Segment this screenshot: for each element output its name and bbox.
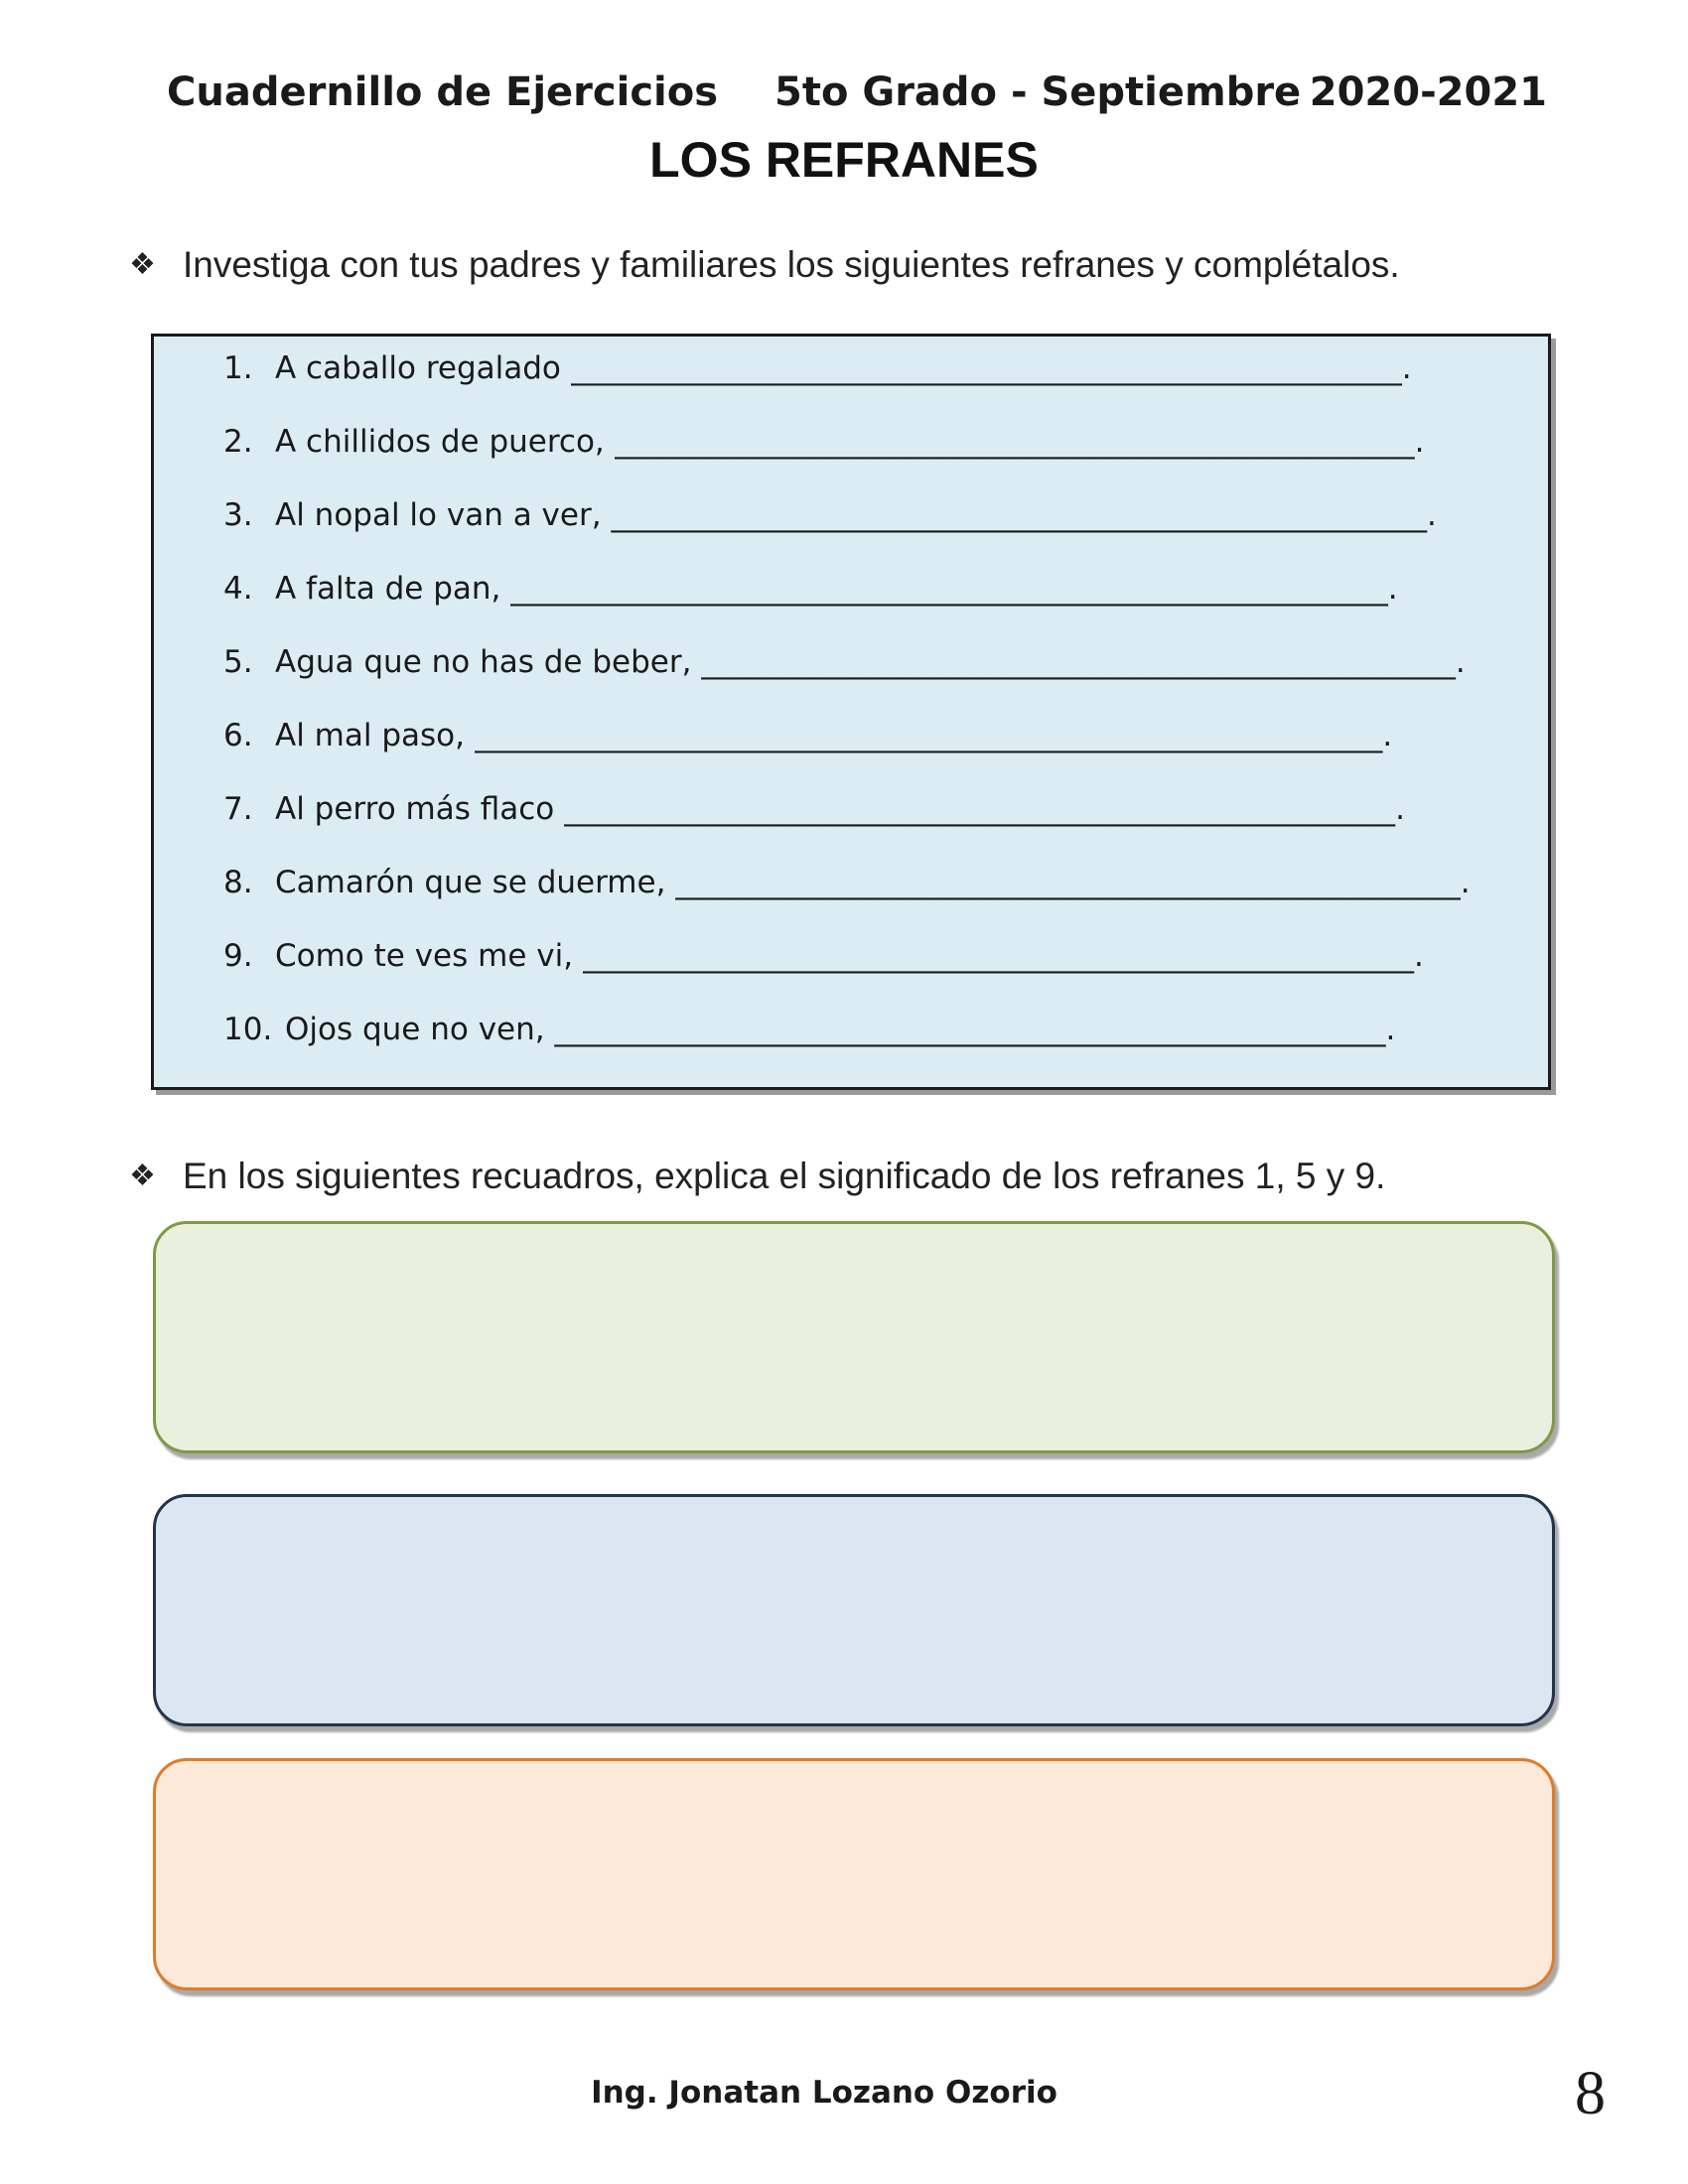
page-header bbox=[167, 69, 1547, 129]
refran-item-2[interactable] bbox=[223, 424, 1514, 476]
refran-item-8[interactable] bbox=[223, 865, 1514, 916]
refran-blank-line[interactable]: ___________________________________________________. bbox=[675, 865, 1471, 900]
refran-number: 3. bbox=[223, 497, 253, 533]
diamond-bullet-icon: ❖ bbox=[129, 248, 156, 281]
refran-item-10[interactable] bbox=[223, 1012, 1514, 1063]
refran-item-3[interactable] bbox=[223, 497, 1514, 549]
refran-item-5[interactable] bbox=[223, 644, 1514, 696]
page-title: LOS REFRANES bbox=[649, 132, 1039, 188]
refran-text: A chillidos de puerco, bbox=[275, 424, 605, 460]
instruction-research-text: Investiga con tus padres y familiares los siguientes refranes y complétalos. bbox=[183, 244, 1400, 285]
instruction-explain bbox=[129, 1156, 1385, 1197]
refran-text: Como te ves me vi, bbox=[275, 938, 574, 974]
refran-blank-line[interactable]: ___________________________________________________________. bbox=[474, 718, 1393, 753]
refran-item-6[interactable] bbox=[223, 718, 1514, 769]
diamond-bullet-icon: ❖ bbox=[129, 1160, 156, 1192]
refran-blank-line[interactable]: ______________________________________________________. bbox=[582, 938, 1424, 974]
refran-text: Al nopal lo van a ver, bbox=[275, 497, 602, 533]
instruction-explain-text: En los siguientes recuadros, explica el significado de los refranes 1, 5 y 9. bbox=[183, 1156, 1386, 1196]
footer-author: Ing. Jonatan Lozano Ozorio bbox=[591, 2075, 1057, 2111]
refran-blank-line[interactable]: ____________________________________________________. bbox=[614, 424, 1425, 460]
refran-number: 6. bbox=[223, 718, 253, 753]
refran-blank-line[interactable]: _________________________________________________. bbox=[701, 644, 1466, 680]
refran-number: 10. bbox=[223, 1012, 273, 1047]
refran-item-9[interactable] bbox=[223, 938, 1514, 990]
refran-text: A caballo regalado bbox=[275, 350, 561, 386]
refran-blank-line[interactable]: _________________________________________________________. bbox=[510, 571, 1398, 607]
refran-text: Al mal paso, bbox=[275, 718, 465, 753]
refran-text: A falta de pan, bbox=[275, 571, 501, 607]
refran-blank-line[interactable]: ______________________________________________________. bbox=[554, 1012, 1396, 1047]
refran-number: 5. bbox=[223, 644, 253, 680]
page-number: 8 bbox=[1575, 2060, 1606, 2127]
answer-box-refran-5[interactable] bbox=[153, 1494, 1555, 1726]
refran-item-1[interactable] bbox=[223, 350, 1514, 402]
answer-box-refran-1[interactable] bbox=[153, 1221, 1555, 1453]
refran-blank-line[interactable]: ______________________________________________________. bbox=[564, 791, 1405, 827]
refran-text: Al perro más flaco bbox=[275, 791, 555, 827]
refran-blank-line[interactable]: _____________________________________________________. bbox=[611, 497, 1437, 533]
instruction-research bbox=[129, 244, 1400, 286]
refran-number: 1. bbox=[223, 350, 253, 386]
answer-box-refran-9[interactable] bbox=[153, 1758, 1555, 1990]
refran-number: 7. bbox=[223, 791, 253, 827]
header-workbook-title: Cuadernillo de Ejercicios bbox=[167, 69, 719, 115]
refran-number: 9. bbox=[223, 938, 253, 974]
refran-number: 2. bbox=[223, 424, 253, 460]
refran-text: Ojos que no ven, bbox=[285, 1012, 545, 1047]
refranes-box bbox=[151, 334, 1551, 1090]
refran-item-4[interactable] bbox=[223, 571, 1514, 622]
refran-item-7[interactable] bbox=[223, 791, 1514, 843]
refran-number: 8. bbox=[223, 865, 253, 900]
refran-blank-line[interactable]: ______________________________________________________. bbox=[570, 350, 1412, 386]
header-school-year: 2020-2021 bbox=[1309, 69, 1547, 115]
refran-number: 4. bbox=[223, 571, 253, 607]
refran-text: Agua que no has de beber, bbox=[275, 644, 692, 680]
header-grade-month: 5to Grado - Septiembre bbox=[774, 69, 1302, 115]
refran-text: Camarón que se duerme, bbox=[275, 865, 666, 900]
